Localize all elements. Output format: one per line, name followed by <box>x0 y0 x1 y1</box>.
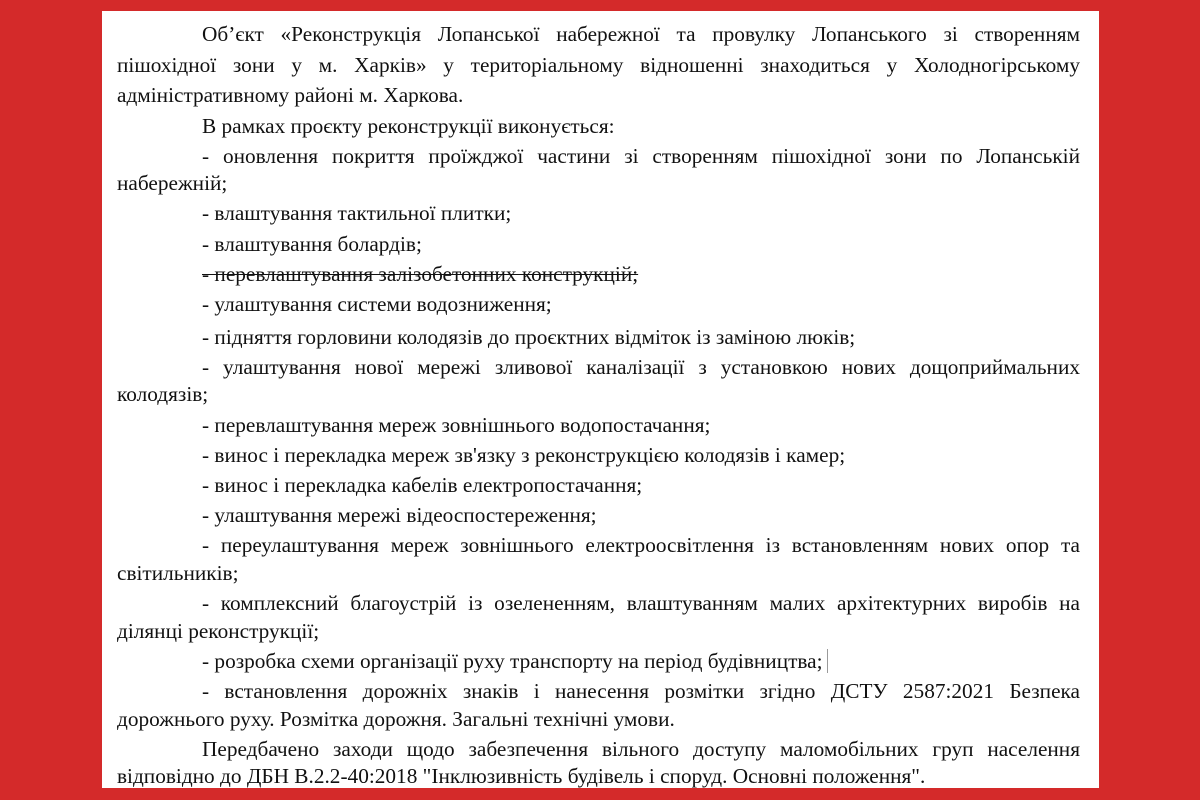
closing-paragraph: Передбачено заходи щодо забезпечення вільного доступу маломобільних груп населення відповідно до ДБН В.2.2-40:2018 "Інклюзивність будівель і споруд. Основні положення". <box>117 736 1080 789</box>
strikethrough-text: - перевлаштування залізобетонних конструкцій; <box>202 261 639 286</box>
intro-paragraph: Об’єкт «Реконструкція Лопанської набережної та провулку Лопанського зі створенням пішохідної зони у м. Харків» у територіальному відношенні знаходиться у Холодногірському адміністративному районі м. Харкова. <box>117 22 1080 107</box>
list-item: - винос і перекладка кабелів електропостачання; <box>202 472 643 497</box>
list-item: - улаштування системи водозниження; <box>202 292 552 317</box>
list-item: - винос і перекладка мереж зв'язку з реконструкцією колодязів і камер; <box>202 442 846 467</box>
list-item: - улаштування нової мережі зливової каналізації з установкою нових дощоприймальних колодязів; <box>117 354 1080 407</box>
list-item: - перевлаштування мереж зовнішнього водопостачання; <box>202 412 711 437</box>
document-body[interactable] <box>117 19 1080 791</box>
list-item: - влаштування тактильної плитки; <box>202 201 512 226</box>
list-lead-paragraph: В рамках проєкту реконструкції виконується: <box>202 113 615 138</box>
list-item-text: - розробка схеми організації руху транспорту на період будівництва; <box>202 648 823 673</box>
list-item: - улаштування мережі відеоспостереження; <box>202 503 597 528</box>
list-item: - переулаштування мереж зовнішнього електроосвітлення із встановленням нових опор та світильників; <box>117 533 1080 585</box>
list-item: - підняття горловини колодязів до проєктних відміток із заміною люків; <box>202 324 856 349</box>
list-item: - оновлення покриття проїжджої частини зі створенням пішохідної зони по Лопанській набережній; <box>117 143 1080 196</box>
document-page <box>102 11 1099 788</box>
list-item: - комплексний благоустрій із озелененням, влаштуванням малих архітектурних виробів на ділянці реконструкції; <box>117 591 1080 643</box>
list-item-struck <box>117 258 1080 288</box>
list-item: - влаштування болардів; <box>202 231 422 256</box>
list-item: - встановлення дорожніх знаків і нанесення розмітки згідно ДСТУ 2587:2021 Безпека дорожнього руху. Розмітка дорожня. Загальні технічні умови. <box>117 679 1080 731</box>
list-item-with-caret <box>117 645 1080 675</box>
text-caret <box>827 649 828 673</box>
